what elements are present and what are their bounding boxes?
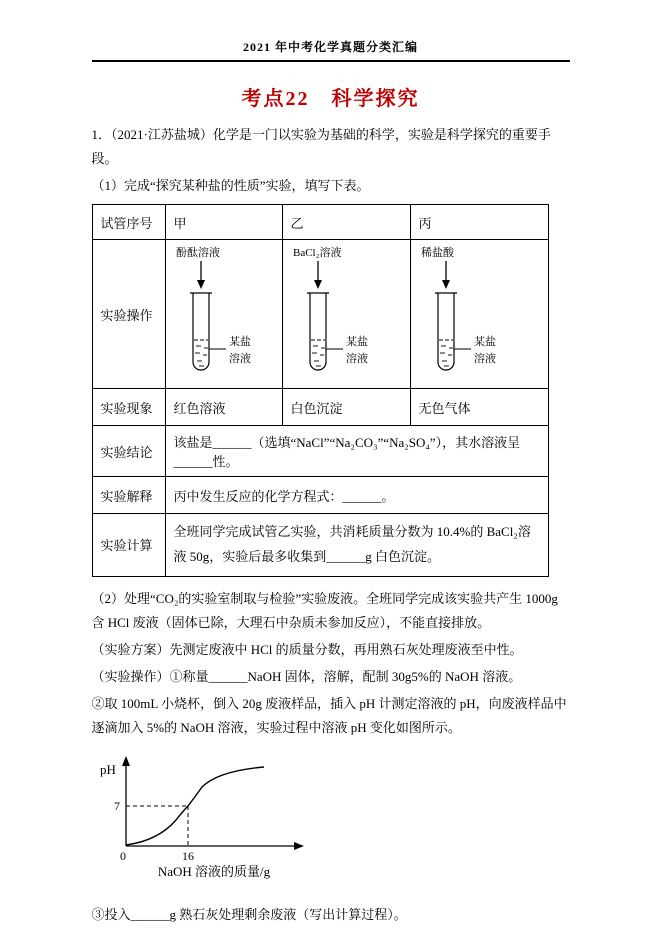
tube-content-label-2: 溶液: [345, 353, 368, 366]
test-tube-diagram-jia: [168, 242, 282, 382]
tube-content-label-1: 某盐: [345, 336, 368, 349]
ph-curve: [126, 767, 264, 845]
header-text: 2021 年中考化学真题分类汇编: [242, 40, 418, 54]
reagent-label: 稀盐酸: [420, 247, 454, 260]
drop-arrow-icon: [314, 261, 322, 289]
experiment-table: [92, 204, 549, 576]
drop-arrow-icon: [197, 261, 205, 289]
phenomenon-yi: 白色沉淀: [282, 389, 410, 426]
page-header: [92, 38, 570, 62]
part1-lead: （1）完成“探究某种盐的性质”实验，填写下表。: [91, 178, 370, 194]
page-title: 考点22 科学探究: [241, 88, 420, 110]
part2-step1: （实验操作）①称量______NaOH 固体，溶解，配制 30g5%的 NaOH 溶液。: [91, 668, 522, 684]
operation-cell-bing: [410, 240, 548, 389]
row-conclusion: [92, 426, 548, 477]
test-tube-diagram-yi: [285, 242, 399, 382]
test-tube-icon: [307, 293, 329, 370]
explanation-text: 丙中发生反应的化学方程式：______。: [165, 477, 548, 514]
drop-arrow-icon: [442, 261, 450, 289]
liquid-fill: [311, 340, 325, 366]
row-operation: [92, 240, 548, 389]
document-page: [92, 0, 570, 927]
row-explanation: [92, 477, 548, 514]
y-axis-label: pH: [99, 761, 116, 777]
row-label-operation: 实验操作: [92, 240, 165, 389]
y-tick-7: 7: [113, 798, 120, 813]
calculation-text: 全班同学完成试管乙实验，共消耗质量分数为 10.4%的 BaCl₂溶液 50g，实验后最多收集到______g 白色沉淀。: [165, 514, 548, 576]
phenomenon-bing: 无色气体: [410, 389, 548, 426]
part2-step2: ②取 100mL 小烧杯，倒入 20g 废液样品，插入 pH 计测定溶液的 pH，向废液样品中逐滴加入 5%的 NaOH 溶液，实验过程中溶液 pH 变化如图所示。: [91, 695, 567, 735]
tube-content-label-1: 某盐: [228, 336, 251, 349]
test-tube-diagram-bing: [413, 242, 527, 382]
col-header-tube-no: 试管序号: [92, 205, 165, 240]
question-intro: 1．（2021·江苏盐城）化学是一门以实验为基础的科学，实验是科学探究的重要手段。: [91, 127, 551, 167]
liquid-fill: [194, 340, 208, 366]
col-header-yi: 乙: [282, 205, 410, 240]
liquid-fill: [439, 340, 453, 366]
col-header-bing: 丙: [410, 205, 548, 240]
x-axis-label: NaOH 溶液的质量/g: [157, 863, 270, 879]
part2-step3: ③投入______g 熟石灰处理剩余废液（写出计算过程）。: [91, 906, 407, 922]
row-phenomenon: [92, 389, 548, 426]
operation-cell-jia: [165, 240, 282, 389]
x-axis: [126, 842, 304, 850]
row-calculation: [92, 514, 548, 576]
reagent-label: 酚酞溶液: [175, 247, 220, 260]
test-tube-icon: [435, 293, 457, 370]
operation-cell-yi: [282, 240, 410, 389]
row-label-explanation: 实验解释: [92, 477, 165, 514]
part2-plan: （实验方案）先测定废液中 HCl 的质量分数，再用熟石灰处理废液至中性。: [91, 641, 523, 657]
dashed-guides: [126, 806, 188, 846]
tube-content-label-2: 溶液: [228, 353, 251, 366]
y-axis: [122, 756, 130, 846]
x-tick-16: 16: [181, 848, 194, 863]
reagent-label: BaCl₂溶液: [292, 247, 341, 260]
tube-content-label-2: 溶液: [473, 353, 496, 366]
row-label-phenomenon: 实验现象: [92, 389, 165, 426]
test-tube-icon: [190, 293, 212, 370]
row-label-calculation: 实验计算: [92, 514, 165, 576]
col-header-jia: 甲: [165, 205, 282, 240]
conclusion-text: 该盐是______（选填“NaCl”“Na₂CO₃”“Na₂SO₄”），其水溶液呈______性。: [165, 426, 548, 477]
phenomenon-jia: 红色溶液: [165, 389, 282, 426]
table-header-row: [92, 205, 548, 240]
x-tick-0: 0: [119, 848, 126, 863]
ph-graph: [96, 754, 570, 887]
row-label-conclusion: 实验结论: [92, 426, 165, 477]
part2-intro: （2）处理“CO₂的实验室制取与检验”实验废液。全班同学完成该实验共产生 1000g 含 HCl 废液（固体已除，大理石中杂质未参加反应），不能直接排放。: [91, 590, 558, 630]
ph-curve-chart: [96, 754, 346, 882]
tube-content-label-1: 某盐: [473, 336, 496, 349]
